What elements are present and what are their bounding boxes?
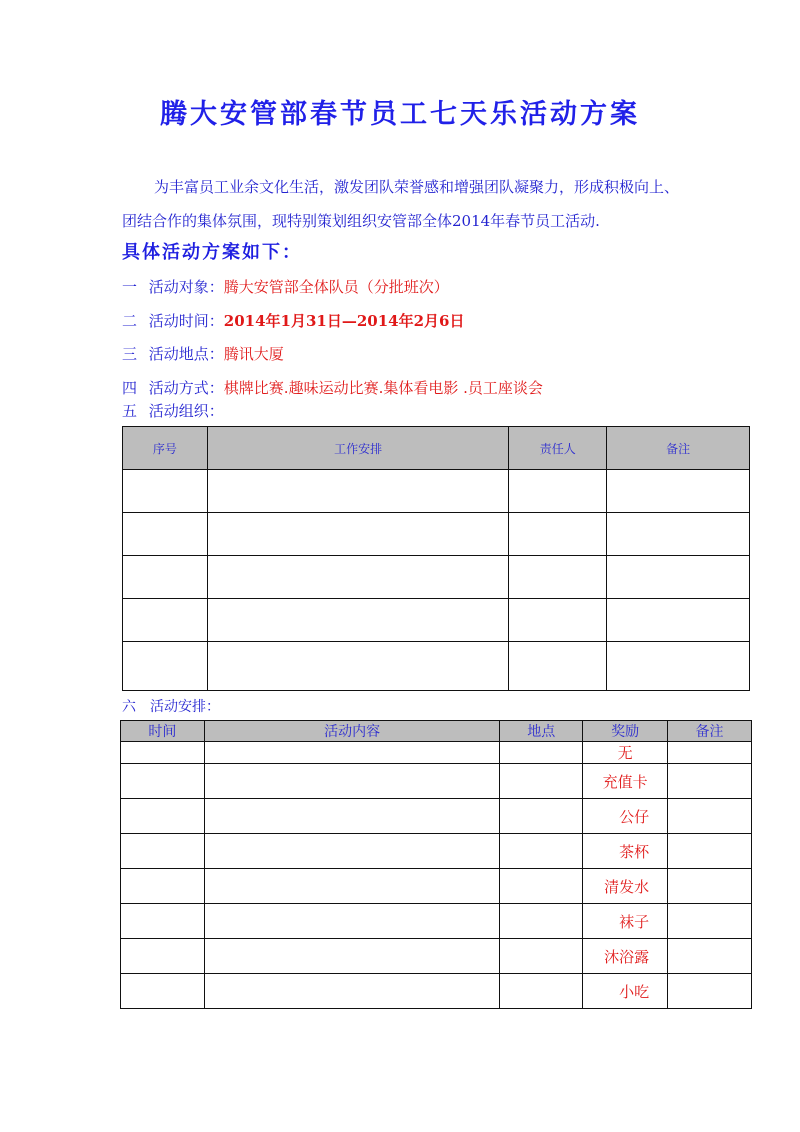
table-row bbox=[121, 799, 752, 834]
table-cell bbox=[509, 642, 607, 691]
item-label: 活动方式： bbox=[148, 379, 224, 397]
table-cell bbox=[607, 470, 750, 513]
table-cell bbox=[123, 556, 208, 599]
table-cell bbox=[509, 513, 607, 556]
table-cell bbox=[668, 974, 752, 1009]
intro-paragraph: 为丰富员工业余文化生活，激发团队荣誉感和增强团队凝聚力，形成积极向上、团结合作的集体氛围，现特别策划组织安管部全体2014年春节员工活动. bbox=[122, 178, 680, 230]
document-title: 腾大安管部春节员工七天乐活动方案 bbox=[160, 99, 640, 130]
item-number: 三 bbox=[122, 345, 138, 363]
table-cell bbox=[204, 939, 499, 974]
table-cell bbox=[123, 470, 208, 513]
table-row bbox=[121, 764, 752, 799]
table-row bbox=[123, 513, 750, 556]
header-owner: 责任人 bbox=[509, 427, 607, 470]
table-cell bbox=[500, 799, 583, 834]
item-label: 活动时间： bbox=[148, 312, 224, 330]
header-time: 时间 bbox=[121, 721, 205, 742]
table-cell bbox=[207, 556, 508, 599]
item-value: 棋牌比赛.趣味运动比赛.集体看电影 .员工座谈会 bbox=[223, 379, 543, 397]
section-six-heading bbox=[122, 696, 220, 716]
table-cell bbox=[668, 939, 752, 974]
table-row bbox=[121, 904, 752, 939]
table-cell bbox=[668, 742, 752, 764]
table-cell bbox=[207, 599, 508, 642]
plan-heading: 具体活动方案如下： bbox=[122, 242, 302, 263]
reward-cell: 无 bbox=[583, 742, 668, 764]
table-header-row bbox=[123, 427, 750, 470]
table-cell bbox=[204, 869, 499, 904]
item-number: 一 bbox=[122, 278, 138, 296]
table-cell bbox=[204, 742, 499, 764]
table-row bbox=[123, 470, 750, 513]
table-row bbox=[123, 556, 750, 599]
table-cell bbox=[204, 974, 499, 1009]
item-number: 五 bbox=[122, 402, 138, 420]
table-row bbox=[121, 742, 752, 764]
table-cell bbox=[509, 470, 607, 513]
table-row bbox=[121, 974, 752, 1009]
table-row bbox=[121, 834, 752, 869]
table-cell bbox=[204, 904, 499, 939]
organization-table bbox=[122, 426, 750, 691]
table-cell bbox=[607, 556, 750, 599]
table-cell bbox=[607, 513, 750, 556]
section-label: 活动安排： bbox=[150, 699, 220, 715]
reward-cell: 清发水 bbox=[583, 869, 668, 904]
table-row bbox=[123, 642, 750, 691]
table-cell bbox=[207, 470, 508, 513]
item-method bbox=[122, 377, 543, 398]
table-cell bbox=[607, 599, 750, 642]
reward-cell: 公仔 bbox=[583, 799, 668, 834]
table-cell bbox=[500, 974, 583, 1009]
table-row bbox=[121, 939, 752, 974]
schedule-table bbox=[120, 720, 752, 1009]
item-target bbox=[122, 276, 449, 297]
reward-cell: 充值卡 bbox=[583, 764, 668, 799]
header-note: 备注 bbox=[607, 427, 750, 470]
header-work: 工作安排 bbox=[207, 427, 508, 470]
table-cell bbox=[500, 742, 583, 764]
reward-cell: 袜子 bbox=[583, 904, 668, 939]
table-cell bbox=[207, 642, 508, 691]
table-cell bbox=[500, 764, 583, 799]
table-cell bbox=[509, 556, 607, 599]
table-cell bbox=[123, 642, 208, 691]
table-cell bbox=[121, 742, 205, 764]
item-number: 二 bbox=[122, 312, 138, 330]
table-cell bbox=[500, 904, 583, 939]
table-cell bbox=[121, 869, 205, 904]
table-cell bbox=[123, 599, 208, 642]
item-label: 活动组织： bbox=[148, 402, 224, 420]
table-cell bbox=[121, 799, 205, 834]
table-cell bbox=[668, 869, 752, 904]
table-row bbox=[121, 869, 752, 904]
table-cell bbox=[207, 513, 508, 556]
item-organization bbox=[122, 400, 224, 421]
header-seq: 序号 bbox=[123, 427, 208, 470]
header-content: 活动内容 bbox=[204, 721, 499, 742]
table-cell bbox=[500, 939, 583, 974]
table-cell bbox=[204, 764, 499, 799]
item-label: 活动地点： bbox=[148, 345, 224, 363]
table-header-row bbox=[121, 721, 752, 742]
reward-cell: 茶杯 bbox=[583, 834, 668, 869]
table-cell bbox=[500, 834, 583, 869]
table-cell bbox=[509, 599, 607, 642]
table-cell bbox=[500, 869, 583, 904]
table-cell bbox=[204, 834, 499, 869]
table-cell bbox=[121, 764, 205, 799]
reward-cell: 沐浴露 bbox=[583, 939, 668, 974]
table-cell bbox=[121, 974, 205, 1009]
table-cell bbox=[668, 904, 752, 939]
table-cell bbox=[668, 799, 752, 834]
header-note: 备注 bbox=[668, 721, 752, 742]
section-number: 六 bbox=[122, 699, 136, 715]
header-reward: 奖励 bbox=[583, 721, 668, 742]
table-cell bbox=[607, 642, 750, 691]
table-cell bbox=[121, 904, 205, 939]
reward-cell: 小吃 bbox=[583, 974, 668, 1009]
table-cell bbox=[668, 764, 752, 799]
item-number: 四 bbox=[122, 379, 138, 397]
table-cell bbox=[204, 799, 499, 834]
header-place: 地点 bbox=[500, 721, 583, 742]
table-cell bbox=[121, 939, 205, 974]
table-cell bbox=[123, 513, 208, 556]
item-time bbox=[122, 310, 464, 331]
item-value: 2014年1月31日—2014年2月6日 bbox=[223, 312, 465, 330]
table-row bbox=[123, 599, 750, 642]
item-label: 活动对象： bbox=[148, 278, 224, 296]
table-cell bbox=[668, 834, 752, 869]
item-value: 腾讯大厦 bbox=[223, 345, 284, 363]
table-cell bbox=[121, 834, 205, 869]
item-location bbox=[122, 343, 284, 364]
item-value: 腾大安管部全体队员（分批班次） bbox=[223, 278, 449, 296]
